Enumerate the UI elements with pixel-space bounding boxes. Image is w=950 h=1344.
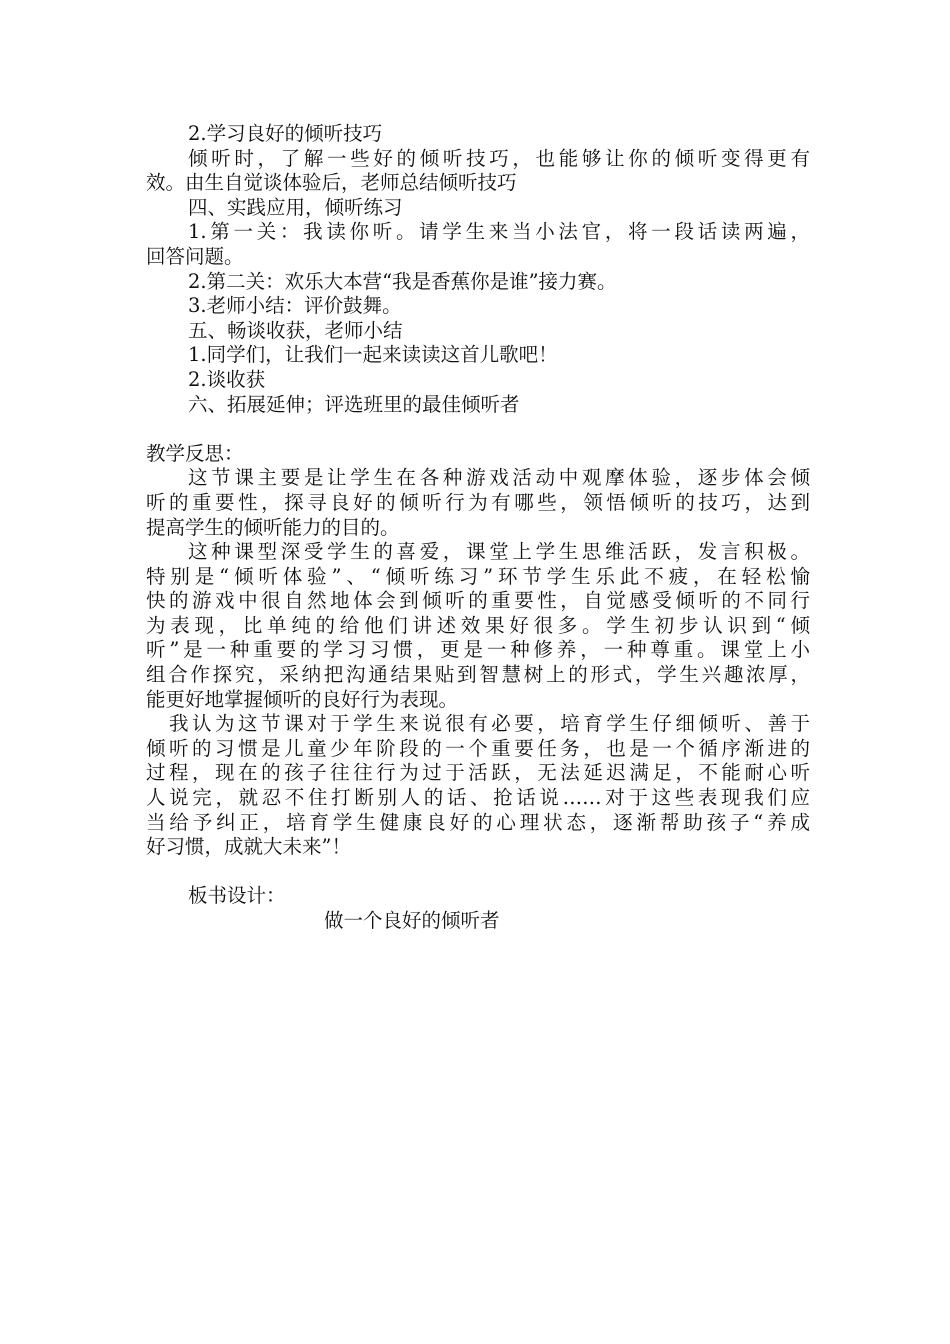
text-line: 快的游戏中很自然地体会到倾听的重要性，自觉感受倾听的不同行	[146, 589, 810, 613]
text-line: 1.同学们，让我们一起来读读这首儿歌吧！	[188, 343, 558, 367]
text-line: 我认为这节课对于学生来说很有必要，培育学生仔细倾听、善于	[169, 712, 810, 736]
text-line: 2.学习良好的倾听技巧	[188, 122, 383, 145]
text-line: 能更好地掌握倾听的良好行为表现。	[146, 687, 459, 711]
section-heading: 四、实践应用，倾听练习	[188, 195, 403, 219]
section-heading: 五、畅谈收获，老师小结	[188, 318, 403, 342]
reflection-heading: 教学反思：	[146, 441, 244, 465]
blank-line	[146, 860, 810, 885]
text-line: 当给予纠正，培育学生健康良好的心理状态，逐渐帮助孩子“养成	[146, 810, 810, 834]
board-design-heading: 板书设计：	[188, 884, 286, 908]
text-line: 效。由生自觉谈体验后，老师总结倾听技巧	[146, 171, 517, 195]
document-body	[146, 122, 810, 934]
text-line: 2.谈收获	[188, 367, 266, 391]
text-line: 提高学生的倾听能力的目的。	[146, 515, 400, 539]
text-line: 好习惯，成就大未来”！	[146, 835, 351, 859]
board-design-title: 做一个良好的倾听者	[324, 909, 500, 932]
text-line: 回答问题。	[146, 244, 244, 268]
text-line: 听”是一种重要的学习习惯，更是一种修养，一种尊重。课堂上小	[146, 638, 810, 662]
section-heading: 六、拓展延伸；评选班里的最佳倾听者	[188, 392, 520, 416]
text-line: 人说完，就忍不住打断别人的话、抢话说……对于这些表现我们应	[146, 786, 810, 810]
text-line: 倾听的习惯是儿童少年阶段的一个重要任务，也是一个循序渐进的	[146, 736, 810, 760]
text-line: 1.第一关：我读你听。请学生来当小法官，将一段话读两遍，	[188, 220, 810, 244]
text-line: 倾听时，了解一些好的倾听技巧，也能够让你的倾听变得更有	[188, 146, 810, 170]
text-line: 2.第二关：欢乐大本营“我是香蕉你是谁”接力赛。	[188, 269, 617, 293]
text-line: 为表现，比单纯的给他们讲述效果好很多。学生初步认识到“倾	[146, 613, 810, 637]
text-line: 特别是“倾听体验”、“倾听练习”环节学生乐此不疲，在轻松愉	[146, 564, 810, 588]
text-line: 听的重要性，探寻良好的倾听行为有哪些，领悟倾听的技巧，达到	[146, 490, 810, 514]
blank-line	[146, 417, 810, 442]
text-line: 这种课型深受学生的喜爱，课堂上学生思维活跃，发言积极。	[188, 540, 810, 564]
text-line: 过程，现在的孩子往往行为过于活跃，无法延迟满足，不能耐心听	[146, 761, 810, 785]
text-line: 这节课主要是让学生在各种游戏活动中观摩体验，逐步体会倾	[188, 466, 810, 490]
text-line: 组合作探究，采纳把沟通结果贴到智慧树上的形式，学生兴趣浓厚，	[146, 663, 810, 687]
text-line: 3.老师小结：评价鼓舞。	[188, 294, 402, 318]
